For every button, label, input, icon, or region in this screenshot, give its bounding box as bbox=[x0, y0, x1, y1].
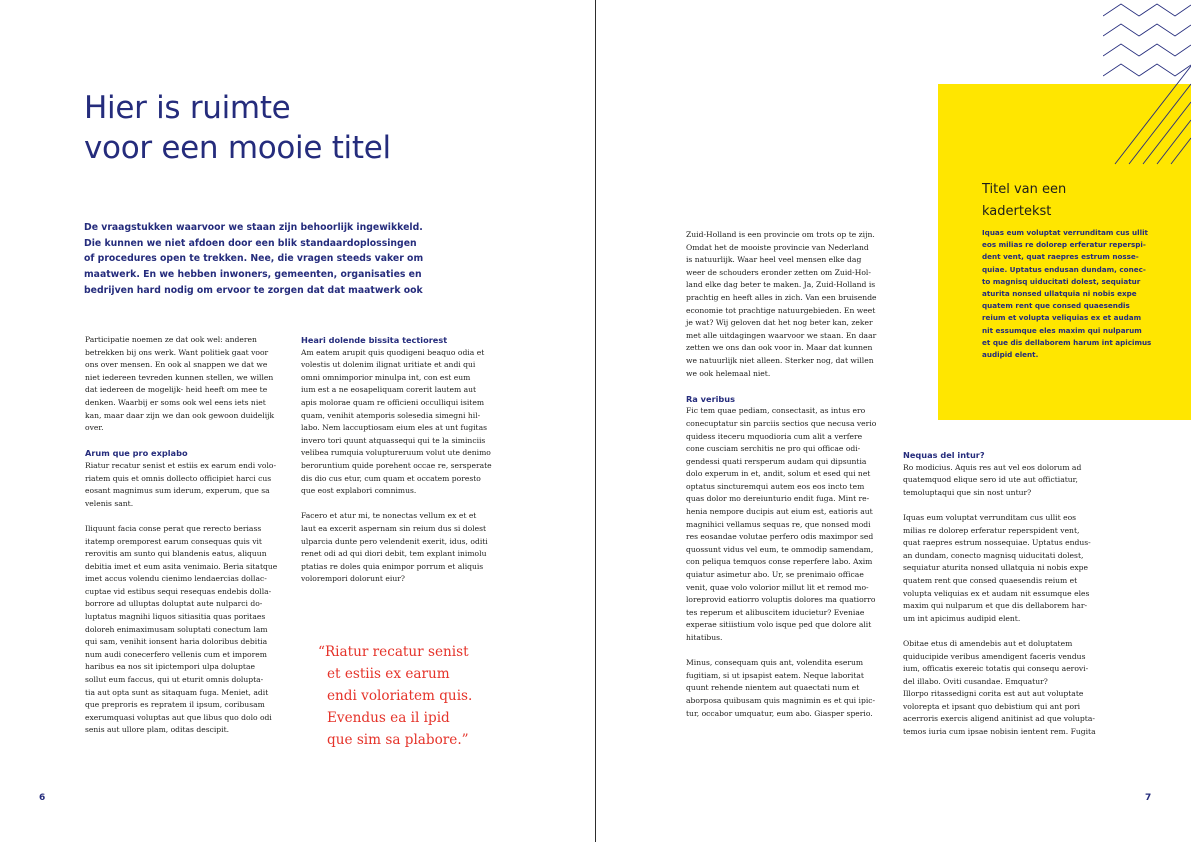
body-paragraph bbox=[301, 347, 492, 498]
text-line: haribus ea nos sit ipictempori ulpa doluptae bbox=[85, 662, 255, 672]
text-line: laut ea excerit aspernam sin reium dus si dolest bbox=[301, 523, 487, 533]
text-line: renet odi ad qui diori debit, tem explant inimolu bbox=[301, 549, 487, 559]
text-line: rerovitis am sunto qui blandenis eatus, aliquun bbox=[85, 549, 267, 559]
zigzag-pattern bbox=[1103, 0, 1191, 170]
text-line: tia aut opta sunt as sitaquam fuga. Meniet, adit bbox=[85, 687, 269, 697]
section-heading: Arum que pro explabo bbox=[85, 448, 188, 459]
text-line: niet iedereen tevreden kunnen stellen, we willen bbox=[85, 372, 274, 382]
text-line: luptatus magnihi liquos sitiasitia quas poritaes bbox=[85, 612, 266, 622]
text-line: riatem quis et omnis dollecto officipiet harci cus bbox=[85, 473, 272, 483]
text-line: debitia imet et eum asita venimaio. Beria sitatque bbox=[85, 561, 278, 571]
text-line: economie tot prachtige natuurgebieden. En weet bbox=[686, 305, 876, 315]
text-line: quiatur asimetur abo. Ur, se prenimaio officae bbox=[686, 570, 864, 580]
text-line: hitatibus. bbox=[686, 633, 723, 642]
text-line: prachtig en heeft alles in zich. Van een bruisende bbox=[686, 292, 877, 302]
quote-line: et estiis ex earum bbox=[327, 666, 450, 682]
text-line: dat iedereen de mogelijk- heid heeft om mee te bbox=[85, 385, 268, 395]
text-line: tur, occabor umquatur, eum abo. Giasper sperio. bbox=[686, 708, 873, 718]
diagonal-line bbox=[1115, 66, 1191, 164]
text-line: Zuid-Holland is een provincie om trots op te zijn. bbox=[686, 230, 875, 239]
text-line: temoluptaqui que sin nost untur? bbox=[903, 487, 1032, 497]
text-line: res eosandae volutae perfero odis maximpor sed bbox=[686, 532, 874, 542]
text-line: is natuurlijk. Waar heel veel mensen elke dag bbox=[686, 255, 862, 265]
left-column-1 bbox=[85, 334, 277, 737]
text-line: aborposa quibusam quis magnimin es et qui ipic- bbox=[686, 695, 876, 705]
section-heading: Ra veribus bbox=[686, 393, 735, 404]
text-line: denken. Waarbij er soms ook wel eens iets niet bbox=[85, 397, 266, 407]
text-line: invero tori quunt atquassequi qui te la siminciis bbox=[301, 435, 486, 445]
body-paragraph bbox=[85, 334, 277, 435]
section-heading: Nequas del intur? bbox=[903, 450, 985, 460]
text-line: apis molorae quam re officieni occulliqui isitem bbox=[301, 397, 485, 407]
text-line: ium, officatis exereic totatis qui consequ aerovi- bbox=[903, 664, 1089, 674]
text-line: quatem rent que consed quaesendis reium et bbox=[903, 575, 1078, 585]
text-line: Obitae etus di amendebis aut et doluptatem bbox=[903, 638, 1073, 648]
text-line: Riatur recatur senist et estiis ex earum endi volo- bbox=[85, 460, 277, 470]
text-line: conecuptatur sin parciis sectios que necusa verio bbox=[686, 418, 877, 428]
intro-line: bedrijven hard nodig om ervoor te zorgen dat dat maatwerk ook bbox=[84, 284, 423, 296]
kader-line: nit essumque eles maxim qui nulparum bbox=[982, 325, 1142, 335]
text-line: an dundam, conecto magnisq uiducitati dolest, bbox=[903, 550, 1084, 560]
text-line: exerumquasi voluptas aut que libus quo dolo odi bbox=[85, 712, 272, 722]
quote-line: que sim sa plabore.” bbox=[327, 732, 469, 748]
text-line: maxim qui nulparum et que dis dellaborem har- bbox=[903, 601, 1088, 611]
intro-line: maatwerk. En we hebben inwoners, gemeenten, organisaties en bbox=[84, 269, 422, 281]
text-line: qui sam, venihit ionsent haria doloribus debitia bbox=[85, 637, 268, 647]
text-line: volestis ut dolenim ilignat uritiate et andi qui bbox=[301, 360, 476, 370]
text-line: labo. Nem laccuptiosam eium eles at unt fugitas bbox=[301, 423, 488, 433]
body-paragraph bbox=[301, 510, 492, 586]
text-line: velibea rumquia voluptureruum volut ute denimo bbox=[301, 448, 491, 458]
text-line: cone cusciam serchitis ne pro qui officae odi- bbox=[686, 444, 861, 454]
text-line: loreprovid eatiorro voluptis dolores ma quatiorro bbox=[686, 595, 876, 605]
text-line: quidess iteceru mquodioria cum alit a verfere bbox=[686, 431, 863, 441]
text-line: imet accus volendu cienimo lendaercias dollac- bbox=[85, 574, 267, 584]
right-column-1 bbox=[686, 229, 877, 720]
text-line: je wat? Wij geloven dat het nog beter kan, zeker bbox=[686, 318, 873, 328]
text-line: met alle uitdagingen waarvoor we staan. En daar bbox=[686, 330, 877, 340]
zigzag-line bbox=[1103, 44, 1191, 56]
text-line: velenis sant. bbox=[85, 498, 134, 508]
text-line: quossunt vidus vel eum, te ommodip samendam, bbox=[686, 544, 874, 554]
text-line: quas dolor mo dereiunturio endit fuga. Mint re- bbox=[686, 494, 870, 504]
right-column-2 bbox=[903, 449, 1096, 739]
text-line: doloreh enimaximusam soluptati conectum lam bbox=[85, 624, 268, 634]
text-line: eosant magnimus sum iderum, experum, que sa bbox=[85, 486, 270, 496]
text-line: magnihici vellamus sequas re, que nonsed modi bbox=[686, 519, 871, 529]
kader-line: Iquas eum voluptat verrunditam cus ullit bbox=[982, 228, 1148, 237]
text-line: del illabo. Oviti cusandae. Emquatur? bbox=[903, 676, 1048, 686]
kader-line: aturita nonsed ullatquia ni nobis expe bbox=[982, 289, 1137, 299]
body-paragraph bbox=[686, 229, 877, 380]
quote-line: endi voloriatem quis. bbox=[327, 688, 473, 704]
body-paragraph bbox=[85, 523, 277, 737]
text-line: borrore ad ulluptas doluptat aute nulparci do- bbox=[85, 599, 263, 609]
kader-line: et que dis dellaborem harum int apicimus bbox=[982, 337, 1152, 347]
kader-title bbox=[982, 179, 1066, 223]
text-line: que eost explabori comnimus. bbox=[301, 486, 417, 496]
kader-line: reium et volupta veliquias ex et audam bbox=[982, 313, 1142, 323]
right-page bbox=[596, 0, 1191, 842]
text-line: gendessi quati rersperum audam qui dipsuntia bbox=[686, 456, 867, 466]
intro-line: Die kunnen we niet afdoen door een blik standaardoplossingen bbox=[84, 237, 417, 249]
text-line: omni omnimporior minulpa int, con est eum bbox=[301, 372, 471, 382]
text-line: itatemp oremporest earum consequas quis vit bbox=[85, 536, 262, 546]
diagonal-line bbox=[1143, 102, 1191, 164]
title-line: voor een mooie titel bbox=[84, 130, 391, 166]
text-line: fugitiam, si ut ipsapist eatem. Neque laboritat bbox=[686, 670, 864, 680]
text-line: betrekken bij ons werk. Want politiek gaat voor bbox=[85, 347, 269, 357]
intro-line: of procedures open te trekken. Nee, die vragen steeds vaker om bbox=[84, 253, 424, 265]
text-line: optatus sincturemqui autem eos eos incto tem bbox=[686, 481, 865, 491]
diagonal-line bbox=[1129, 84, 1191, 164]
zigzag-line bbox=[1103, 4, 1191, 16]
diagonal-line bbox=[1157, 120, 1191, 164]
section-heading: Heari dolende bissita tectiorest bbox=[301, 335, 448, 345]
text-line: kan, maar daar zijn we dan ook gewoon duidelijk bbox=[85, 410, 275, 420]
quote-line: Evendus ea il ipid bbox=[327, 710, 450, 726]
text-line: que preproris es repratem il ipsum, coribusam bbox=[85, 700, 265, 710]
left-page bbox=[0, 0, 595, 842]
text-line: we ook helemaal niet. bbox=[686, 368, 771, 378]
text-line: dolo experum in et, andit, solum et esed qui net bbox=[686, 469, 871, 479]
text-line: we natuurlijk niet alleen. Sterker nog, dat willen bbox=[686, 355, 874, 365]
kader-title-line: Titel van een bbox=[982, 182, 1067, 197]
text-line: sollut eum faccus, qui ut eturit omnis dolupta- bbox=[85, 675, 264, 685]
text-line: Ro modicius. Aquis res aut vel eos dolorum ad bbox=[903, 462, 1082, 472]
zigzag-line bbox=[1103, 64, 1191, 76]
kader-line: quatem rent que consed quaesendis bbox=[982, 301, 1130, 311]
text-line: Participatie noemen ze dat ook wel: anderen bbox=[85, 335, 257, 344]
text-line: quiducipide veribus amendigent faceris vendus bbox=[903, 651, 1086, 661]
kader-line: quiae. Uptatus endusan dundam, conec- bbox=[982, 264, 1146, 274]
text-line: dis dio cus etur, cum quam et occatem poresto bbox=[301, 473, 481, 483]
text-line: milias re dolorep erferatur reperspident vent, bbox=[903, 525, 1080, 535]
body-paragraph bbox=[85, 460, 277, 510]
text-line: land elke dag beter te maken. Ja, Zuid-Holland is bbox=[686, 280, 876, 290]
text-line: num audi conecerfero vellenis cum et imporem bbox=[85, 649, 267, 659]
text-line: over. bbox=[85, 423, 104, 433]
body-paragraph bbox=[903, 512, 1096, 625]
text-line: Omdat het de mooiste provincie van Nederland bbox=[686, 242, 869, 252]
text-line: quam, venihit atemporis solesedia simegni hil- bbox=[301, 410, 481, 420]
text-line: quat raepres estrum nossequiae. Uptatus endus- bbox=[903, 538, 1091, 548]
intro-line: De vraagstukken waarvoor we staan zijn behoorlijk ingewikkeld. bbox=[84, 222, 423, 233]
text-line: cuptae vid estibus sequi resequas endebis dolla- bbox=[85, 586, 272, 596]
kader-body bbox=[982, 227, 1151, 361]
kader-line: audipid elent. bbox=[982, 350, 1039, 360]
zigzag-line bbox=[1103, 24, 1191, 36]
body-paragraph bbox=[903, 638, 1096, 739]
text-line: Fic tem quae pediam, consectasit, as intus ero bbox=[686, 406, 866, 416]
text-line: Iquas eum voluptat verrunditam cus ullit eos bbox=[903, 512, 1077, 522]
text-line: volupta veliquias ex et audam nit essumque eles bbox=[903, 588, 1090, 598]
kader-line: eos milias re dolorep erferatur reperspi- bbox=[982, 240, 1146, 250]
text-line: sequiatur aturita nonsed ullatquia ni nobis expe bbox=[903, 563, 1089, 573]
quote-line: “Riatur recatur senist bbox=[318, 644, 469, 660]
text-line: volorepta et ipsant quo debistium qui ant pori bbox=[903, 701, 1081, 711]
intro-paragraph bbox=[84, 220, 424, 299]
body-paragraph bbox=[686, 405, 877, 644]
text-line: weer de schouders eronder zetten om Zuid-Hol- bbox=[686, 267, 871, 277]
text-line: ulparcia dunte pero velendenit exerit, idus, oditi bbox=[301, 536, 488, 546]
page-title bbox=[84, 88, 391, 168]
text-line: henia nempore ducipis aut eium est, eatioris aut bbox=[686, 507, 873, 517]
text-line: um int apicimus audipid elent. bbox=[903, 613, 1021, 623]
text-line: ons over mensen. En ook al snappen we dat we bbox=[85, 360, 268, 370]
page-number-left: 6 bbox=[39, 793, 46, 803]
text-line: ptatias re doles quia enimpor porrum et aliquis bbox=[301, 561, 484, 571]
text-line: Am eatem arupit quis quodigeni beaquo odia et bbox=[301, 347, 485, 357]
pull-quote bbox=[318, 641, 472, 751]
kader-title-line: kadertekst bbox=[982, 204, 1052, 219]
body-paragraph bbox=[686, 657, 877, 720]
text-line: Minus, consequam quis ant, volendita eserum bbox=[686, 658, 864, 668]
text-line: Iliquunt facia conse perat que rerecto beriass bbox=[85, 523, 262, 533]
text-line: con peliqua temquos conse reperfere labo. Axim bbox=[686, 557, 873, 567]
text-line: volorempori dolorunt eiur? bbox=[301, 574, 405, 584]
page-number-right: 7 bbox=[1145, 793, 1152, 803]
title-line: Hier is ruimte bbox=[84, 90, 291, 126]
text-line: temos iuria cum ipsae nobisin ientent rem. Fugita bbox=[903, 727, 1096, 737]
text-line: Illorpo ritassedigni corita est aut aut voluptate bbox=[903, 689, 1084, 699]
body-paragraph bbox=[903, 462, 1096, 500]
kader-line: to magnisq uiducitati dolest, sequiatur bbox=[982, 276, 1141, 286]
text-line: quunt rehende nientem aut quaectati num et bbox=[686, 683, 860, 693]
text-line: tes reperum et alibuscitem iducietur? Eveniae bbox=[686, 607, 865, 617]
text-line: senis aut ullore plam, oditas descipit. bbox=[85, 725, 230, 735]
text-line: ium est a ne eosapeliquam corerit lautem aut bbox=[301, 385, 477, 395]
text-line: zetten we ons dan ook voor in. Maar dat kunnen bbox=[686, 343, 873, 353]
text-line: acerroris exercis aligend anitinist ad que volupta- bbox=[903, 714, 1095, 724]
kader-line: dent vent, quat raepres estrum nosse- bbox=[982, 252, 1139, 262]
text-line: quatemquod elique sero id ute aut offictiatur, bbox=[903, 475, 1078, 485]
text-line: Facero et atur mi, te nonectas vellum ex et et bbox=[301, 511, 477, 521]
text-line: venit, quae volo volorior millut lit et remod mo- bbox=[686, 582, 869, 592]
text-line: experae sitiistium volo isque ped que dolore alit bbox=[686, 620, 872, 630]
text-line: beroruntium quide porehent occae re, sersperate bbox=[301, 460, 492, 470]
left-column-2 bbox=[301, 334, 492, 586]
